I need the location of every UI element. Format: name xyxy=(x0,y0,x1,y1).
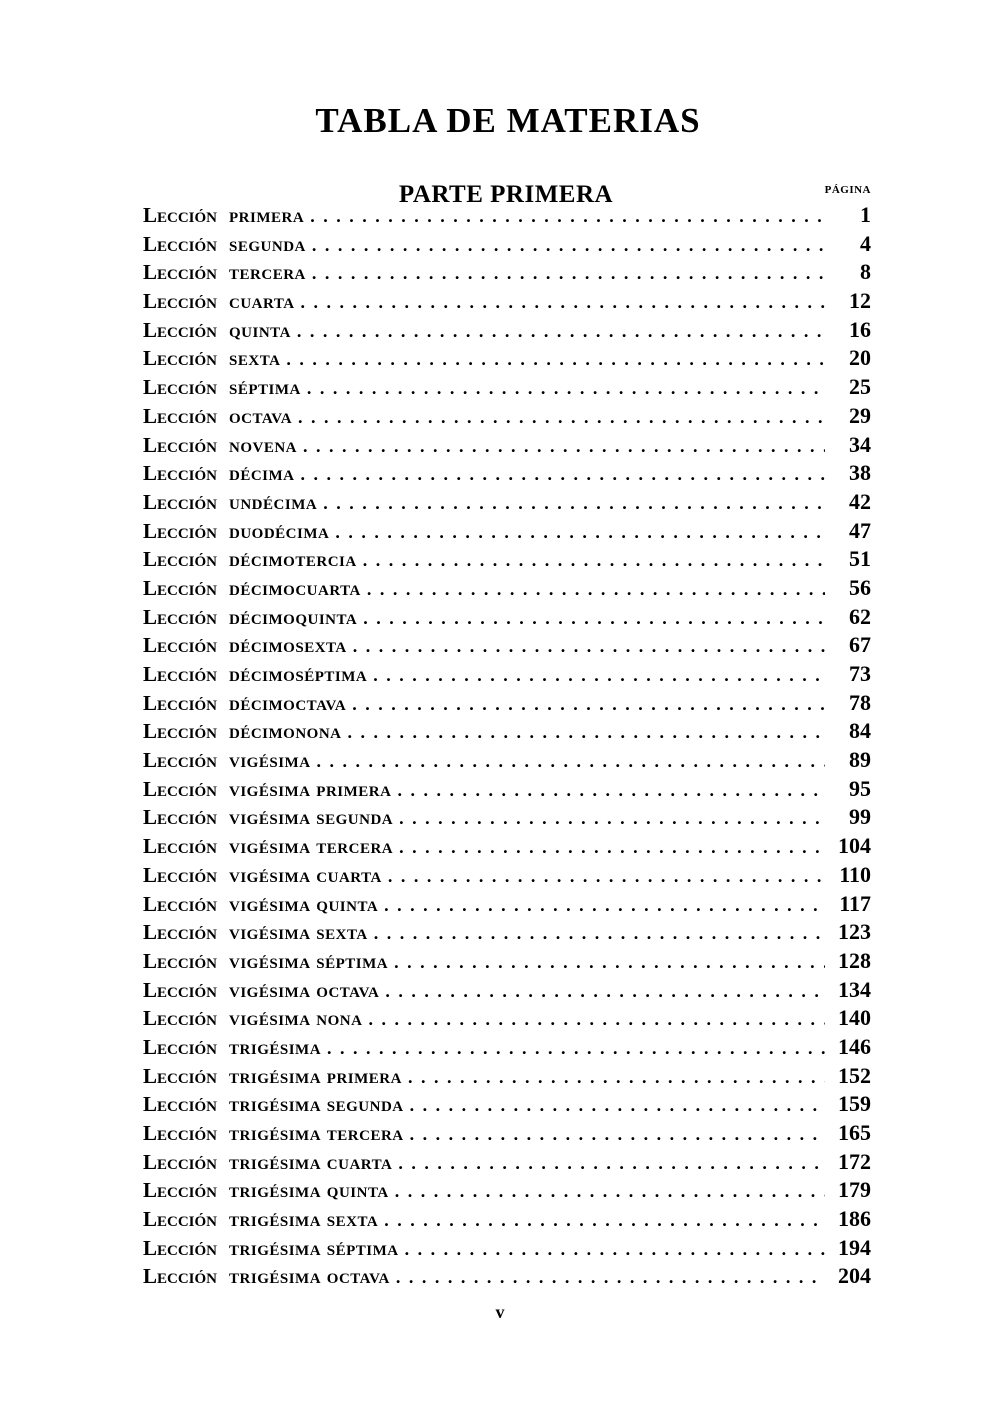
page-number: 172 xyxy=(838,1148,871,1174)
lesson-name: trigésima séptima xyxy=(229,1235,399,1260)
dot-leader xyxy=(286,349,825,370)
lesson-label: Lección xyxy=(143,719,218,744)
dot-leader xyxy=(408,1067,825,1088)
toc-entry xyxy=(143,718,871,747)
toc-entry xyxy=(143,403,871,432)
lesson-label: Lección xyxy=(143,461,218,486)
toc-entry xyxy=(143,489,871,518)
dot-leader xyxy=(312,263,825,284)
lesson-name: trigésima sexta xyxy=(229,1207,379,1232)
lesson-label: Lección xyxy=(143,1034,218,1059)
page-number: 179 xyxy=(838,1177,871,1203)
dot-leader xyxy=(297,321,825,342)
toc-entry xyxy=(143,977,871,1006)
dot-leader xyxy=(405,1239,825,1260)
page-folio: v xyxy=(495,1302,505,1322)
lesson-name: décimocuarta xyxy=(229,575,361,600)
lesson-name: vigésima sexta xyxy=(229,920,368,945)
dot-leader xyxy=(363,550,825,571)
lesson-name: trigésima quinta xyxy=(229,1178,389,1203)
page-number: 186 xyxy=(838,1206,871,1232)
toc-entry xyxy=(143,1120,871,1149)
lesson-label: Lección xyxy=(143,403,218,428)
dot-leader xyxy=(399,837,825,858)
lesson-name: vigésima quinta xyxy=(229,891,379,916)
lesson-name: tercera xyxy=(229,260,306,285)
lesson-label: Lección xyxy=(143,260,218,285)
lesson-label: Lección xyxy=(143,1235,218,1260)
dot-leader xyxy=(317,751,825,772)
page-title: TABLA DE MATERIAS xyxy=(315,101,701,141)
dot-leader xyxy=(335,522,825,543)
toc-entry xyxy=(143,1149,871,1178)
page-number: 117 xyxy=(839,890,871,916)
lesson-label: Lección xyxy=(143,489,218,514)
lesson-label: Lección xyxy=(143,346,218,371)
toc-entry xyxy=(143,374,871,403)
toc-entry xyxy=(143,1091,871,1120)
lesson-label: Lección xyxy=(143,1063,218,1088)
dot-leader xyxy=(363,608,825,629)
page-number: 25 xyxy=(849,374,871,400)
lesson-name: séptima xyxy=(229,375,301,400)
lesson-label: Lección xyxy=(143,1092,218,1117)
page-number: 89 xyxy=(849,747,871,773)
page-number: 38 xyxy=(849,460,871,486)
lesson-label: Lección xyxy=(143,289,218,314)
toc-entry xyxy=(143,1206,871,1235)
page-number: 104 xyxy=(838,833,871,859)
lesson-label: Lección xyxy=(143,203,218,227)
toc-entry xyxy=(143,632,871,661)
toc-entry xyxy=(143,1034,871,1063)
toc-entry xyxy=(143,661,871,690)
lesson-name: décimosexta xyxy=(229,633,347,658)
toc-entry xyxy=(143,1005,871,1034)
lesson-label: Lección xyxy=(143,1006,218,1031)
page-number: 95 xyxy=(849,775,871,801)
page-number: 1 xyxy=(860,202,871,227)
page-number: 67 xyxy=(849,632,871,658)
lesson-name: trigésima segunda xyxy=(229,1092,404,1117)
lesson-label: Lección xyxy=(143,1149,218,1174)
dot-leader xyxy=(310,206,825,227)
toc-entry xyxy=(143,546,871,575)
toc-entry xyxy=(143,432,871,461)
lesson-name: vigésima cuarta xyxy=(229,862,382,887)
lesson-name: décimotercia xyxy=(229,547,357,572)
page-number: 4 xyxy=(860,230,871,256)
toc-entry xyxy=(143,1063,871,1092)
toc-entry xyxy=(143,804,871,833)
lesson-name: vigésima octava xyxy=(229,977,380,1002)
toc-entry xyxy=(143,317,871,346)
page-number: 62 xyxy=(849,603,871,629)
page-column-header: PÁGINA xyxy=(824,184,871,196)
page-number: 20 xyxy=(849,345,871,371)
lesson-label: Lección xyxy=(143,231,218,256)
lesson-label: Lección xyxy=(143,1207,218,1232)
page-number: 140 xyxy=(838,1005,871,1031)
page-number: 73 xyxy=(849,661,871,686)
dot-leader xyxy=(397,780,825,801)
lesson-name: undécima xyxy=(229,489,318,514)
dot-leader xyxy=(352,694,825,715)
lesson-label: Lección xyxy=(143,748,218,773)
toc-entry xyxy=(143,259,871,288)
part-heading: PARTE PRIMERA xyxy=(398,180,614,208)
toc-entry xyxy=(143,575,871,604)
lesson-name: segunda xyxy=(229,231,306,256)
toc-entry xyxy=(143,690,871,719)
lesson-name: octava xyxy=(229,403,293,428)
toc-entry xyxy=(143,604,871,633)
page-number: 165 xyxy=(838,1120,871,1145)
dot-leader xyxy=(396,1267,825,1288)
lesson-name: sexta xyxy=(229,346,281,371)
toc-entry xyxy=(143,345,871,374)
toc-entry xyxy=(143,948,871,977)
dot-leader xyxy=(384,1210,825,1231)
lesson-name: trigésima primera xyxy=(229,1063,402,1088)
lesson-label: Lección xyxy=(143,977,218,1002)
lesson-name: trigésima cuarta xyxy=(229,1149,393,1174)
dot-leader xyxy=(301,464,825,485)
dot-leader xyxy=(410,1124,825,1145)
lesson-label: Lección xyxy=(143,518,218,543)
lesson-name: trigésima xyxy=(229,1034,322,1059)
page-number: 34 xyxy=(849,431,871,457)
lesson-label: Lección xyxy=(143,862,218,887)
lesson-label: Lección xyxy=(143,633,218,658)
lesson-label: Lección xyxy=(143,662,218,686)
lesson-name: vigésima séptima xyxy=(229,948,389,973)
lesson-label: Lección xyxy=(143,317,218,342)
page-number: 84 xyxy=(849,718,871,744)
page-number: 47 xyxy=(849,517,871,543)
page-number: 99 xyxy=(849,804,871,830)
lesson-name: quinta xyxy=(229,317,291,342)
toc-entry xyxy=(143,919,871,948)
dot-leader xyxy=(395,1181,825,1202)
page-number: 16 xyxy=(849,316,871,342)
dot-leader xyxy=(303,436,825,457)
page-number: 110 xyxy=(839,861,871,887)
lesson-name: décimonona xyxy=(229,719,342,744)
dot-leader xyxy=(385,981,825,1002)
lesson-label: Lección xyxy=(143,920,218,945)
lesson-label: Lección xyxy=(143,1178,218,1203)
page-number: 128 xyxy=(838,947,871,973)
lesson-label: Lección xyxy=(143,948,218,973)
page-number: 134 xyxy=(838,976,871,1002)
lesson-label: Lección xyxy=(143,690,218,715)
dot-leader xyxy=(298,407,825,428)
lesson-label: Lección xyxy=(143,805,218,830)
toc-entry xyxy=(143,1177,871,1206)
lesson-name: décima xyxy=(229,461,295,486)
lesson-name: vigésima primera xyxy=(229,776,392,801)
toc-entry xyxy=(143,460,871,489)
dot-leader xyxy=(398,1153,825,1174)
page-number: 204 xyxy=(838,1263,871,1289)
dot-leader xyxy=(353,636,825,657)
page-number: 152 xyxy=(838,1062,871,1088)
dot-leader xyxy=(307,378,825,399)
dot-leader xyxy=(368,1009,825,1030)
lesson-label: Lección xyxy=(143,432,218,457)
dot-leader xyxy=(301,292,825,313)
lesson-label: Lección xyxy=(143,375,218,400)
dot-leader xyxy=(327,1038,825,1059)
page-number: 159 xyxy=(838,1091,871,1117)
table-of-contents xyxy=(143,202,871,1292)
toc-entry xyxy=(143,747,871,776)
lesson-name: cuarta xyxy=(229,289,295,314)
toc-entry xyxy=(143,776,871,805)
toc-entry xyxy=(143,1235,871,1264)
toc-entry xyxy=(143,1263,871,1292)
lesson-name: vigésima segunda xyxy=(229,805,394,830)
dot-leader xyxy=(312,235,825,256)
page-number: 42 xyxy=(849,488,871,514)
page-number: 8 xyxy=(860,259,871,285)
page-number: 29 xyxy=(849,402,871,428)
page-number: 56 xyxy=(849,574,871,600)
lesson-name: décimoctava xyxy=(229,690,347,715)
lesson-label: Lección xyxy=(143,604,218,629)
lesson-name: primera xyxy=(229,203,305,227)
toc-entry xyxy=(143,288,871,317)
lesson-name: vigésima tercera xyxy=(229,834,394,859)
dot-leader xyxy=(373,665,825,686)
lesson-label: Lección xyxy=(143,1121,218,1145)
toc-entry xyxy=(143,518,871,547)
lesson-name: trigésima octava xyxy=(229,1264,390,1289)
dot-leader xyxy=(394,952,825,973)
page-number: 146 xyxy=(838,1033,871,1059)
lesson-name: duodécima xyxy=(229,518,330,543)
lesson-name: décimoséptima xyxy=(229,662,368,686)
lesson-label: Lección xyxy=(143,834,218,859)
page-number: 78 xyxy=(849,689,871,715)
page-number: 194 xyxy=(838,1234,871,1260)
lesson-label: Lección xyxy=(143,575,218,600)
dot-leader xyxy=(374,923,825,944)
lesson-name: vigésima xyxy=(229,748,311,773)
lesson-name: vigésima nona xyxy=(229,1006,363,1031)
page-number: 123 xyxy=(838,919,871,945)
dot-leader xyxy=(384,895,825,916)
lesson-label: Lección xyxy=(143,891,218,916)
dot-leader xyxy=(388,866,825,887)
toc-entry xyxy=(143,202,871,231)
toc-entry xyxy=(143,833,871,862)
lesson-name: novena xyxy=(229,432,298,457)
page-number: 12 xyxy=(849,288,871,314)
lesson-name: décimoquinta xyxy=(229,604,358,629)
page-number: 51 xyxy=(849,546,871,572)
toc-entry xyxy=(143,891,871,920)
dot-leader xyxy=(410,1095,825,1116)
lesson-label: Lección xyxy=(143,547,218,572)
dot-leader xyxy=(399,808,825,829)
dot-leader xyxy=(367,579,825,600)
lesson-label: Lección xyxy=(143,776,218,801)
lesson-label: Lección xyxy=(143,1264,218,1289)
toc-entry xyxy=(143,862,871,891)
toc-entry xyxy=(143,231,871,260)
dot-leader xyxy=(348,722,825,743)
dot-leader xyxy=(323,493,825,514)
lesson-name: trigésima tercera xyxy=(229,1121,404,1145)
